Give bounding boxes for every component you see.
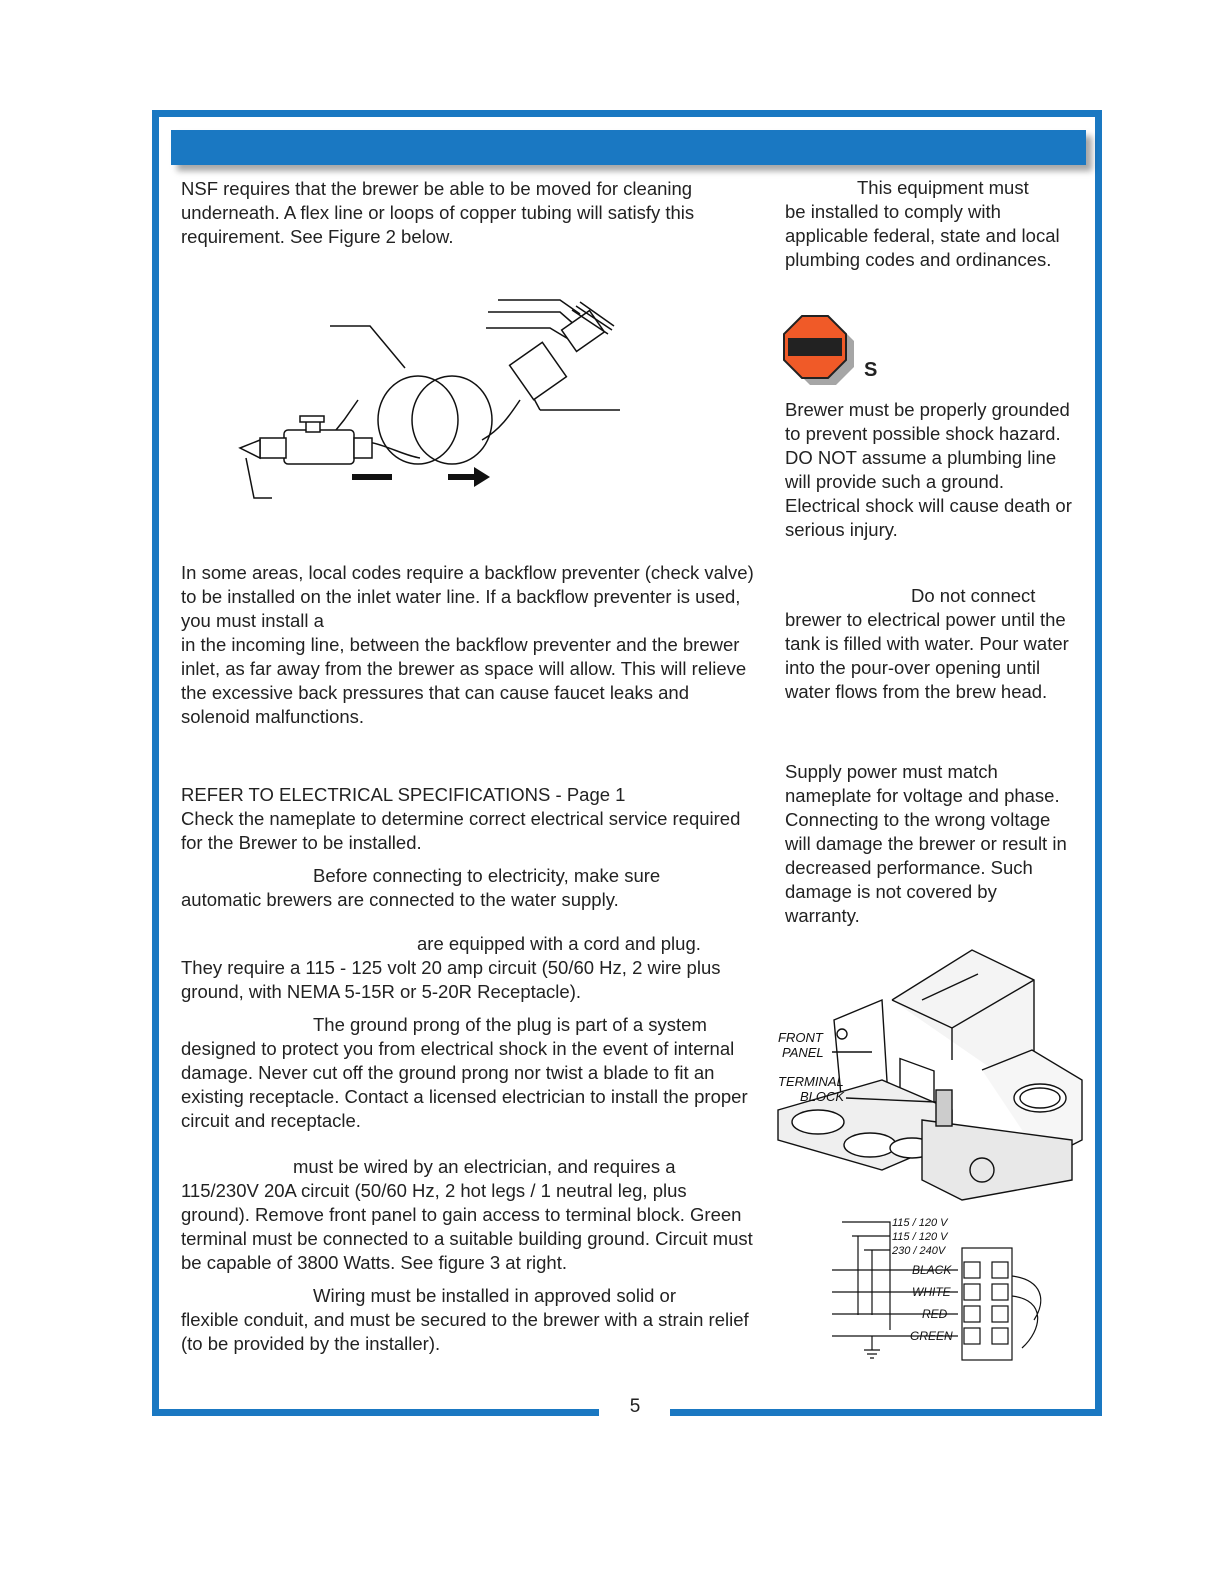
before-connecting-paragraph: Before connecting to electricity, make sure automatic brewers are connected to the water supply. [181,865,661,910]
arrow-right-icon [474,467,490,487]
figure-2-flex-line [220,290,640,510]
wire-label-green: GREEN [910,1329,953,1343]
backflow-paragraph: In some areas, local codes require a backflow preventer (check valve) to be installed on the inlet water line. If a backflow preventer is used, you must install a in the incoming line, between the backflow preventer and the brewer inlet, as far away from the brewer as space will allow. This will relieve the excessive back pressures that can cause faucet leaks and solenoid malfunctions. [181,562,754,727]
grounding-warning-paragraph: Brewer must be properly grounded to prevent possible shock hazard. DO NOT assume a plumbing line will provide such a ground. Electrical shock will cause death or serious injury. [785,399,1072,540]
codes-paragraph: This equipment must be installed to comply with applicable federal, state and local plumbing codes and ordinances. [785,177,1060,270]
frame-left-border [152,110,159,1416]
ground-prong-paragraph: The ground prong of the plug is part of a system designed to protect you from electrical shock in the event of internal damage. Never cut off the ground prong nor twist a blade to fit an existing receptacle. Contact a licensed electrician to install the proper circuit and receptacle. [181,1014,748,1131]
voltage-label-2: 115 / 120 V [892,1231,948,1243]
electrical-spec-paragraph: REFER TO ELECTRICAL SPECIFICATIONS - Page 1 Check the nameplate to determine correct electrical service required for the Brewer to be installed. [181,784,741,853]
section-header-bar [171,130,1086,165]
do-not-connect-paragraph: Do not connect brewer to electrical power until the tank is filled with water. Pour water into the pour-over opening until water flows from the brew head. [785,585,1069,702]
terminal-block-label: TERMINAL [778,1074,844,1089]
terminal-block-label-2: BLOCK [800,1089,845,1104]
cord-plug-paragraph: are equipped with a cord and plug. They require a 115 - 125 volt 20 amp circuit (50/60 Hz, 2 wire plus ground, with NEMA 5-15R or 5-20R Receptacle). [181,933,721,1002]
page-number: 5 [629,1396,641,1417]
frame-right-border [1095,110,1102,1416]
voltage-label-1: 115 / 120 V [892,1217,948,1229]
wire-label-black: BLACK [912,1263,952,1277]
frame-top-border [152,110,1102,117]
nsf-paragraph: NSF requires that the brewer be able to be moved for cleaning underneath. A flex line or loops of copper tubing will satisfy this requirement. See Figure 2 below. [181,178,695,247]
stop-sign-letter: S [864,359,878,381]
voltage-label-3: 230 / 240V [892,1245,946,1257]
frame-bottom-border-left [152,1409,599,1416]
wire-label-red: RED [922,1307,948,1321]
supply-power-paragraph: Supply power must match nameplate for voltage and phase. Connecting to the wrong voltage will damage the brewer or result in decreased performance. Such damage is not covered by warranty. [785,761,1067,926]
wire-label-white: WHITE [912,1285,951,1299]
figure-3-terminal-block [772,940,1092,1370]
flow-bar [352,474,392,480]
wired-by-electrician-paragraph: must be wired by an electrician, and requires a 115/230V 20A circuit (50/60 Hz, 2 hot legs / 1 neutral leg, plus ground). Remove front panel to gain access to terminal block. Green terminal must be connected to a suitable building ground. Circuit must be capable of 3800 Watts. See figure 3 at right. [181,1156,753,1273]
front-panel-label: FRONT [778,1030,823,1045]
frame-bottom-border-right [670,1409,1102,1416]
front-panel-label-2: PANEL [782,1045,824,1060]
stop-sign-icon [778,314,888,388]
conduit-paragraph: Wiring must be installed in approved solid or flexible conduit, and must be secured to the brewer with a strain relief (to be provided by the installer). [181,1285,749,1354]
